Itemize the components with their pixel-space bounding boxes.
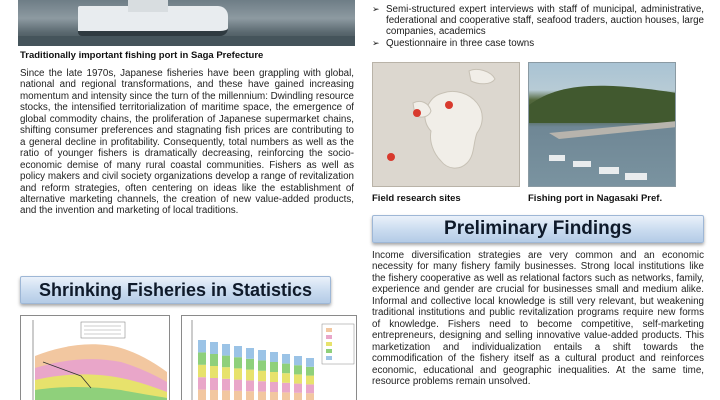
stacked-bar-segment <box>270 372 278 382</box>
kyushu-map-svg <box>373 63 520 187</box>
stacked-bar-segment <box>210 342 218 354</box>
stacked-bar-segment <box>294 365 302 374</box>
stacked-bar-segment <box>270 362 278 372</box>
stacked-bar-segment <box>210 390 218 400</box>
stacked-bar-segment <box>234 357 242 368</box>
methods-list-item <box>372 38 704 49</box>
legend-swatch <box>326 349 332 353</box>
map-pin-icon <box>387 153 395 161</box>
stacked-bar-segment <box>294 393 302 400</box>
arrow-bullet-icon: ➢ <box>372 4 380 14</box>
map-caption: Field research sites <box>372 193 461 204</box>
methods-list-item <box>372 4 704 38</box>
nagasaki-port-photo <box>528 62 676 187</box>
map-pin-icon <box>445 101 453 109</box>
stacked-bar-segment <box>306 367 314 376</box>
methods-item-text: Questionnaire in three case towns <box>386 37 535 49</box>
stacked-bar-segment <box>294 356 302 365</box>
photo-breakwater <box>549 121 676 139</box>
stacked-bar-segment <box>198 352 206 364</box>
stacked-bar-segment <box>246 370 254 381</box>
stacked-bar-segment <box>306 393 314 400</box>
photo-boat-cabin <box>128 0 168 12</box>
stacked-bar-segment <box>270 352 278 362</box>
port-photo-caption: Fishing port in Nagasaki Pref. <box>528 193 663 204</box>
stacked-bar-segment <box>210 378 218 390</box>
statistics-area-chart-svg <box>21 316 170 400</box>
nagasaki-port-photo-svg <box>529 63 676 187</box>
stacked-bar-segment <box>258 392 266 400</box>
stacked-bar-segment <box>294 374 302 383</box>
stacked-bar-segment <box>222 390 230 400</box>
stacked-bar-segment <box>222 344 230 356</box>
stacked-bar-segment <box>246 380 254 391</box>
photo-boat <box>573 161 591 167</box>
photo-water <box>18 36 355 46</box>
stacked-bar-segment <box>246 391 254 400</box>
statistics-area-chart <box>20 315 170 400</box>
legend-swatch <box>326 335 332 339</box>
stacked-bar-segment <box>270 392 278 400</box>
stacked-bar-segment <box>198 377 206 389</box>
map-pin-icon <box>413 109 421 117</box>
statistics-bar-chart-svg <box>182 316 357 400</box>
stacked-bar-segment <box>258 381 266 391</box>
stacked-bar-segment <box>246 359 254 370</box>
stacked-bar-segment <box>294 384 302 393</box>
stacked-bar-segment <box>282 364 290 374</box>
stacked-bar-segment <box>258 360 266 370</box>
stacked-bar-segment <box>234 368 242 379</box>
stacked-bar-segment <box>234 391 242 400</box>
methods-item-text: Semi-structured expert interviews with staff of municipal, administrative, federational and cooperative staff, seafood traders, auction houses, large companies, academics <box>386 4 704 38</box>
stacked-bar-segment <box>198 365 206 377</box>
findings-paragraph: Income diversification strategies are very common and an economic necessity for many fishery family businesses. Strong local institutions like the fishery cooperative as well as relational factors such as networks, family, experience and gender are crucial for businesses small and medium alike. Informal and collective local knowledge is still very relevant, but weakening traditional institutions and public revitalization programs require new forms of knowledge. Fishers need to become competitive, self-marketing entrepreneurs, designing and selling innovative value-added products. This marketization and individualization entails a shift towards the commodification of the fishery itself as a cultural product and reinforces economic, educational and geographic inequalities. At the same time, resource problems remain unsolved. <box>372 250 704 387</box>
photo-boat <box>549 155 565 161</box>
statistics-bar-chart <box>181 315 357 400</box>
stacked-bar-segment <box>282 383 290 393</box>
stacked-bar-segment <box>282 373 290 383</box>
stacked-bar-segment <box>234 346 242 357</box>
stacked-bar-segment <box>270 382 278 392</box>
stacked-bar-segment <box>222 379 230 391</box>
legend-swatch <box>326 328 332 332</box>
kyushu-island-shape <box>425 91 482 168</box>
stacked-bar-segment <box>306 358 314 367</box>
saga-photo-caption: Traditionally important fishing port in Saga Prefecture <box>20 50 264 61</box>
stacked-bar-segment <box>198 390 206 400</box>
photo-boat <box>625 173 647 180</box>
stacked-bar-segment <box>258 371 266 381</box>
photo-hill <box>529 86 676 123</box>
stacked-bar-segment <box>258 350 266 360</box>
legend-swatch <box>326 342 332 346</box>
stacked-bar-segment <box>222 367 230 379</box>
methods-list <box>372 4 704 49</box>
stacked-bar-segment <box>234 380 242 391</box>
stacked-bar-segment <box>246 348 254 359</box>
legend-swatch <box>326 356 332 360</box>
section-heading-statistics: Shrinking Fisheries in Statistics <box>20 276 331 304</box>
intro-paragraph: Since the late 1970s, Japanese fisheries have been grappling with global, national and regional transformations, and these have gained increasing momentum and intensity since the turn of the millennium: Dwindling resource stocks, the intensified territorialization of maritime space, the emergence of global commodity chains, the proliferation of Japanese supermarket chains, shifting consumer preferences and stagnating fish prices are contributing to a general decline in profitability. Consequently, total numbers as well as the ratio of younger fishers is dramatically decreasing, reinforcing the socio-economic demise of many rural coastal communities. Fishers as well as policy makers and civil society organizations develop a range of revitalization and reform strategies, often centering on ideas like the establishment of alternative marketing channels, the creation of new value-added products, and the invention and marketing of local traditions. <box>20 68 354 217</box>
section-heading-findings: Preliminary Findings <box>372 215 704 243</box>
stacked-bar-segment <box>306 384 314 393</box>
stacked-bar-segment <box>210 366 218 378</box>
arrow-bullet-icon: ➢ <box>372 37 380 48</box>
stacked-bar-segment <box>210 354 218 366</box>
stacked-bar-segment <box>198 340 206 352</box>
photo-boat <box>599 167 619 174</box>
field-research-map <box>372 62 520 187</box>
fishing-port-photo-saga <box>18 0 355 46</box>
stacked-bar-segment <box>282 354 290 364</box>
stacked-bar-segment <box>306 376 314 385</box>
stacked-bar-segment <box>222 356 230 368</box>
stacked-bar-segment <box>282 392 290 400</box>
honshu-tip-shape <box>469 69 495 83</box>
